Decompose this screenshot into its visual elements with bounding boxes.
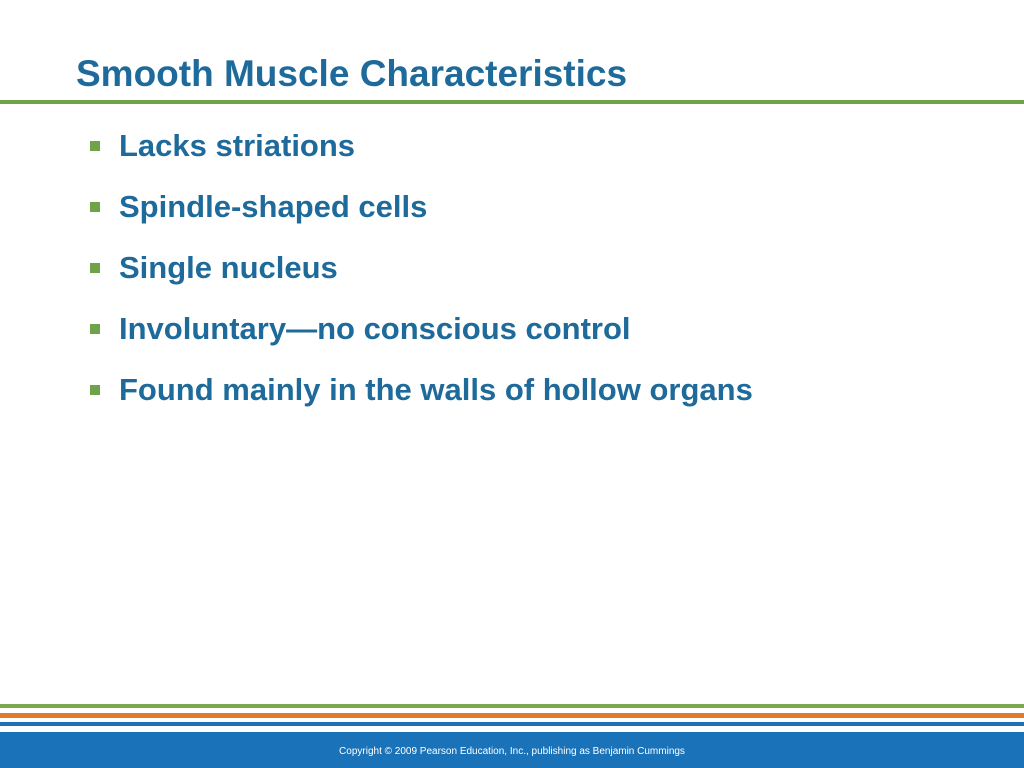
bullet-item [88,370,753,431]
bullet-list [88,126,753,431]
bullet-text: Found mainly in the walls of hollow organs [119,372,753,407]
square-bullet-icon [90,385,100,395]
square-bullet-icon [90,263,100,273]
bullet-item [88,126,753,187]
bullet-item [88,248,753,309]
bullet-text: Single nucleus [119,250,338,285]
square-bullet-icon [90,141,100,151]
bullet-text: Lacks striations [119,128,356,163]
square-bullet-icon [90,324,100,334]
square-bullet-icon [90,202,100,212]
bullet-text: Involuntary—no conscious control [119,311,631,346]
footer-stripe-orange [0,713,1024,718]
slide-title: Smooth Muscle Characteristics [76,53,628,94]
title-divider [0,100,1024,104]
footer-stripe-blue [0,722,1024,726]
bullet-text: Spindle-shaped cells [119,189,428,224]
bullet-item [88,309,753,370]
copyright-text: Copyright © 2009 Pearson Education, Inc., publishing as Benjamin Cummings [339,746,685,757]
footer-stripe-green [0,704,1024,708]
bullet-item [88,187,753,248]
